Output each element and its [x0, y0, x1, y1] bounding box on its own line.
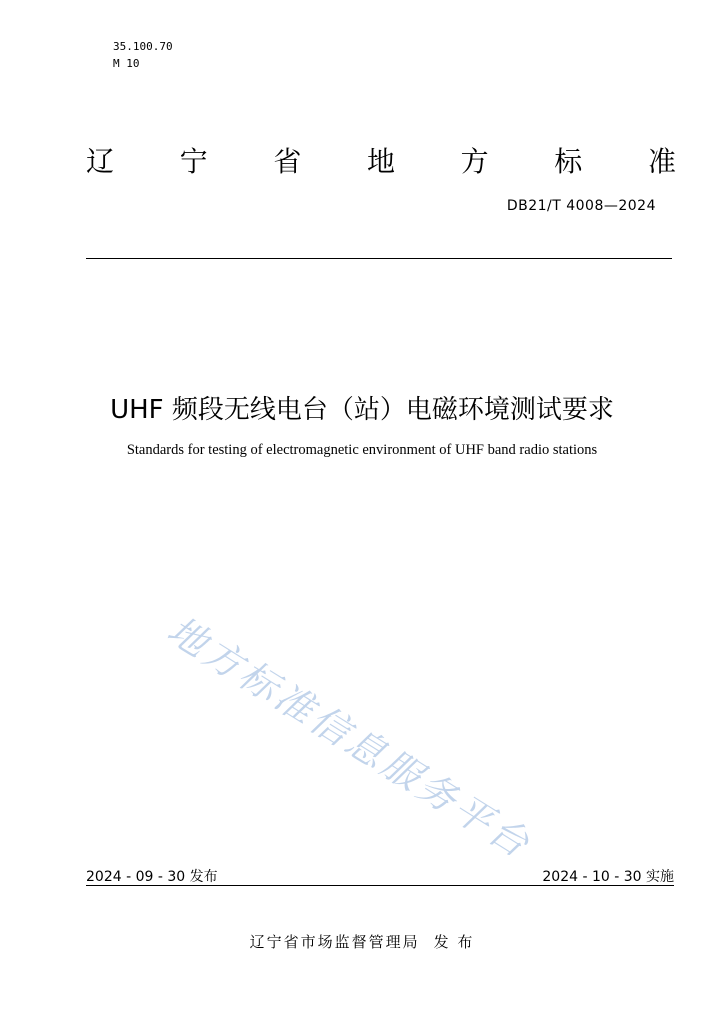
issuer-line [0, 931, 724, 952]
ccs-code: M 10 [113, 57, 140, 70]
classification-codes [113, 38, 173, 72]
standard-type-char: 准 [647, 145, 676, 178]
standard-type-char: 方 [460, 145, 489, 178]
top-divider [86, 258, 672, 259]
standard-type-char: 辽 [86, 145, 115, 178]
watermark: 地方标准信息服务平台 [159, 607, 540, 868]
release-date: 2024 - 09 - 30 发布 [86, 869, 218, 885]
standard-type-char: 宁 [179, 145, 208, 178]
issue-action: 发 布 [433, 933, 475, 951]
standard-type-char: 省 [273, 145, 302, 178]
standard-type-char: 地 [366, 145, 395, 178]
title-english: Standards for testing of electromagnetic environment of UHF band radio stations [126, 442, 598, 458]
standard-type-heading [86, 140, 676, 180]
title-chinese: UHF 频段无线电台（站）电磁环境测试要求 [110, 395, 614, 425]
standard-code: DB21/T 4008—2024 [506, 198, 656, 214]
implementation-date: 2024 - 10 - 30 实施 [542, 869, 674, 885]
standard-type-char: 标 [554, 145, 583, 178]
bottom-divider [86, 885, 674, 886]
issuing-organization: 辽宁省市场监督管理局 [249, 933, 420, 951]
ics-code: 35.100.70 [113, 40, 173, 53]
